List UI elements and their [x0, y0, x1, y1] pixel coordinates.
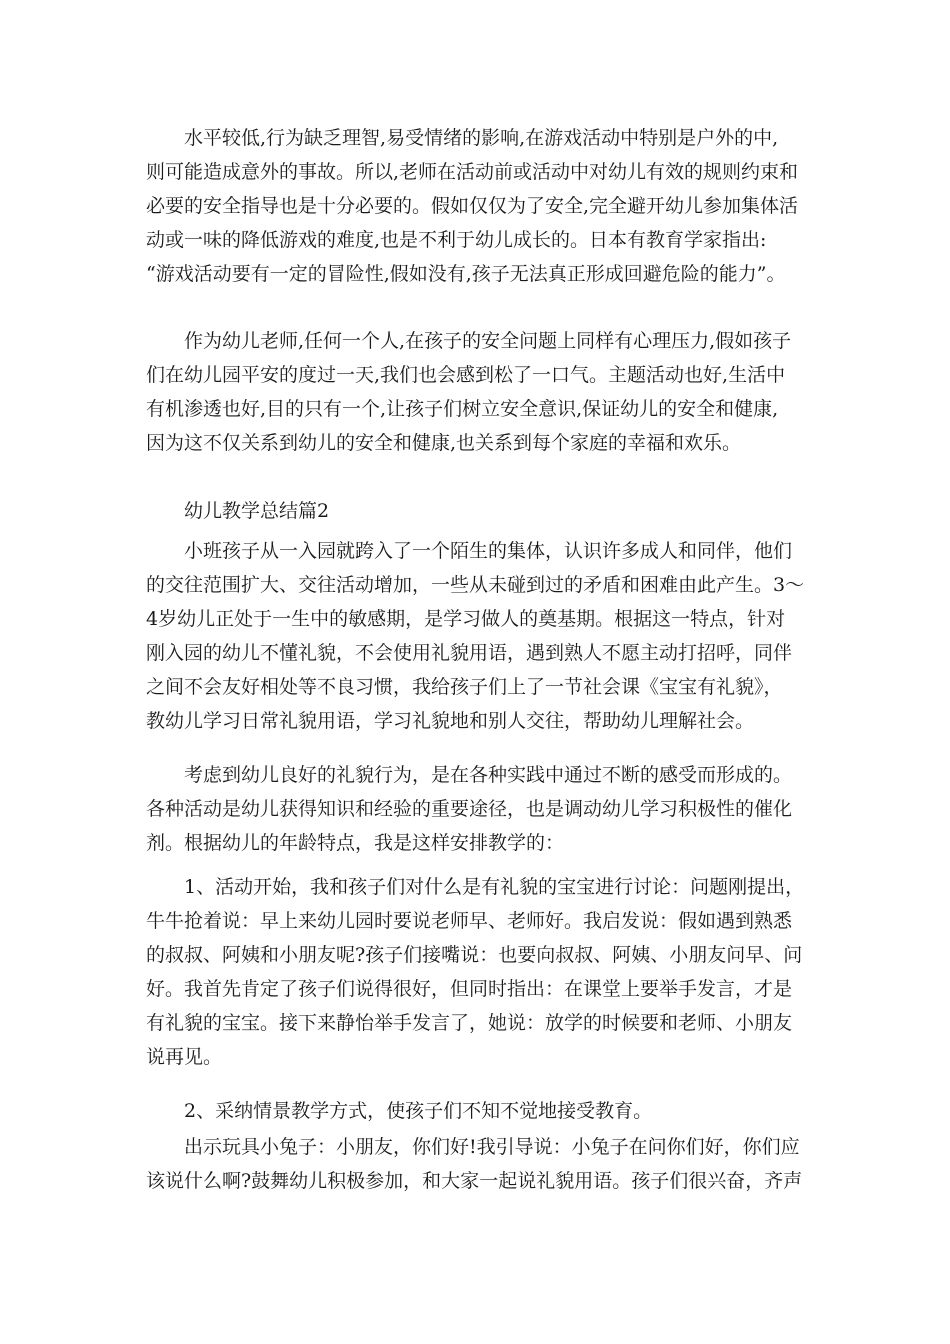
text-line: 牛牛抢着说：早上来幼儿园时要说老师早、老师好。我启发说：假如遇到熟悉 — [146, 910, 793, 932]
text-line: 因为这不仅关系到幼儿的安全和健康,也关系到每个家庭的幸福和欢乐。 — [146, 432, 742, 454]
text-line: 2、采纳情景教学方式，使孩子们不知不觉地接受教育。 — [184, 1100, 653, 1122]
text-line: 4岁幼儿正处于一生中的敏感期，是学习做人的奠基期。根据这一特点，针对 — [146, 608, 786, 630]
paragraph-activity-start — [146, 870, 814, 1074]
text-line: 水平较低,行为缺乏理智,易受情绪的影响,在游戏活动中特别是户外的中, — [184, 127, 779, 149]
text-line: 们在幼儿园平安的度过一天,我们也会感到松了一口气。主题活动也好,生活中 — [146, 364, 786, 386]
text-line: 该说什么啊?鼓舞幼儿积极参加，和大家一起说礼貌用语。孩子们很兴奋，齐声 — [146, 1170, 803, 1192]
text-line: 出示玩具小兔子：小朋友，你们好!我引导说：小兔子在问你们好，你们应 — [184, 1136, 800, 1158]
section-heading — [146, 494, 814, 528]
text-line: “游戏活动要有一定的冒险性,假如没有,孩子无法真正形成回避危险的能力”。 — [146, 263, 786, 285]
text-line: 1、活动开始，我和孩子们对什么是有礼貌的宝宝进行讨论：问题刚提出， — [184, 876, 805, 898]
text-line: 考虑到幼儿良好的礼貌行为，是在各种实践中通过不断的感受而形成的。 — [184, 764, 793, 786]
text-line: 必要的安全指导也是十分必要的。假如仅仅为了安全,完全避开幼儿参加集体活 — [146, 195, 799, 217]
paragraph-situational-teaching — [146, 1094, 814, 1128]
paragraph-safety-guidance — [146, 121, 814, 291]
text-line: 的交往范围扩大、交往活动增加，一些从未碰到过的矛盾和困难由此产生。3～ — [146, 574, 805, 596]
paragraph-small-class-intro — [146, 534, 814, 738]
text-line: 则可能造成意外的事故。所以,老师在活动前或活动中对幼儿有效的规则约束和 — [146, 161, 799, 183]
text-line: 的叔叔、阿姨和小朋友呢?孩子们接嘴说：也要向叔叔、阿姨、小朋友问早、问 — [146, 944, 803, 966]
text-line: 好。我首先肯定了孩子们说得很好，但同时指出：在课堂上要举手发言，才是 — [146, 978, 793, 1000]
text-line: 之间不会友好相处等不良习惯，我给孩子们上了一节社会课《宝宝有礼貌》， — [146, 676, 783, 698]
text-line: 有礼貌的宝宝。接下来静怡举手发言了，她说：放学的时候要和老师、小朋友 — [146, 1012, 793, 1034]
text-line: 说再见。 — [146, 1046, 223, 1068]
text-line: 刚入园的幼儿不懂礼貌，不会使用礼貌用语，遇到熟人不愿主动打招呼，同伴 — [146, 642, 793, 664]
paragraph-teaching-arrangement — [146, 758, 814, 860]
text-line: 小班孩子从一入园就跨入了一个陌生的集体，认识许多成人和同伴，他们 — [184, 540, 793, 562]
text-line: 有机渗透也好,目的只有一个,让孩子们树立安全意识,保证幼儿的安全和健康, — [146, 398, 779, 420]
paragraph-toy-rabbit — [146, 1130, 814, 1198]
paragraph-teacher-pressure — [146, 324, 814, 460]
text-line: 动或一味的降低游戏的难度,也是不利于幼儿成长的。日本有教育学家指出: — [146, 229, 767, 251]
text-line: 各种活动是幼儿获得知识和经验的重要途径，也是调动幼儿学习积极性的催化 — [146, 798, 793, 820]
section-title: 幼儿教学总结篇2 — [184, 500, 330, 522]
text-line: 剂。根据幼儿的年龄特点，我是这样安排教学的： — [146, 832, 565, 854]
text-line: 教幼儿学习日常礼貌用语，学习礼貌地和别人交往，帮助幼儿理解社会。 — [146, 710, 755, 732]
text-line: 作为幼儿老师,任何一个人,在孩子的安全问题上同样有心理压力,假如孩子 — [184, 330, 792, 352]
